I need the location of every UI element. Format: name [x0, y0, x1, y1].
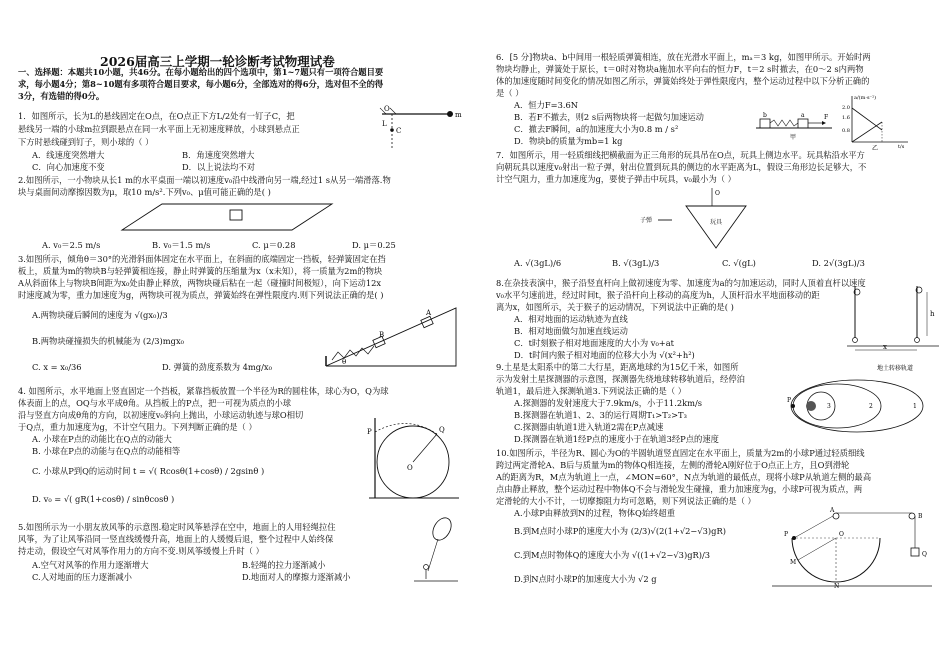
q7-option-b[interactable]: B. √(3gL)/3 — [612, 258, 660, 268]
q4-option-c[interactable]: C. 小球从P到Q的运动时间 t = √( Rcosθ(1+cosθ) / 2gsinθ ) — [32, 466, 265, 476]
q7-option-c[interactable]: C. √(gL) — [722, 258, 756, 268]
q6-stem-line: 体的加速度随时间变化的情况如图乙所示，弹簧始终处于弹性限度内，整个运动过程中以下分析正确的 — [496, 76, 870, 86]
q1-stem-line: 1．如图所示，长为L的悬线固定在O点，在O点正下方L/2处有一钉子C，把 — [18, 111, 295, 121]
q10-option-a[interactable]: A.小球P由释放到N的过程，物体Q始终超重 — [514, 508, 676, 518]
q2-table-figure — [102, 202, 342, 234]
q8-stem-line: 离为x，如图所示，关于猴子的运动情况，下列说法中正确的是( ) — [496, 302, 734, 312]
q9-fig-label: 3 — [827, 403, 831, 410]
q1-option-d[interactable]: D．以上说法均不对 — [182, 162, 256, 172]
q4-cylinder-figure — [367, 412, 462, 502]
q8-stem-line: v₀水平匀速前进，经过时间t，猴子沿杆向上移动的高度为h，人顶杆沿水平地面移动的距 — [496, 290, 820, 300]
q6-stem-line: 6．[5 分]物块a、b中间用一根轻质弹簧相连，放在光滑水平面上，mₐ＝3 kg，如图甲所示。开始时两 — [496, 52, 871, 62]
q5-stem-line: 5.如图所示为一小朋友放风筝的示意图.稳定时风筝悬浮在空中，地面上的人用轻绳拉住 — [18, 522, 336, 532]
q9-option-b[interactable]: B.探测器在轨道1、2、3的运行周期T₁>T₂>T₃ — [514, 410, 687, 420]
q6-spring-figure — [754, 108, 834, 144]
q3-fig-label: B — [379, 331, 385, 339]
q4-option-d[interactable]: D. v₀ = √( gR(1+cosθ) / sinθcosθ ) — [32, 494, 175, 504]
q3-stem-line: 3.如图所示，倾角θ＝30°的光滑斜面体固定在水平面上，在斜面的底端固定一挡板，轻弹簧固定在挡 — [18, 254, 386, 264]
q1-stem-line: 下方时悬线碰到钉子，则小球的（ ） — [18, 137, 154, 147]
q4-fig-label: O — [407, 464, 413, 472]
q9-fig-label: 2 — [869, 403, 873, 410]
q10-fig-label: P — [784, 531, 789, 538]
q9-fig-label: P — [787, 397, 792, 404]
q6-fig-label: 1.6 — [842, 115, 850, 121]
q10-semicircle-figure — [772, 508, 937, 588]
q9-stem-line: 9.土星是太阳系中的第二大行星，距离地球约为15亿千米，如图所 — [496, 362, 739, 372]
q3-stem-line: A从斜面体上与物块B间距为x₀处由静止释放，两物块碰后粘在一起（碰撞时间极短），向下运动12x — [18, 278, 382, 288]
section-heading-line: 一、选择题：本题共10小题，共46分。在每小题给出的四个选项中，第1~7题只有一项符合题目要 — [18, 67, 384, 77]
q1-option-c[interactable]: C．向心加速度不变 — [32, 162, 105, 172]
q10-option-c[interactable]: C.到M点时物体Q的速度大小为 √((1+√2−√3)gR)/3 — [514, 550, 711, 560]
q2-stem-line: 2.如图所示，一小物块从长1 m的水平桌面一端以初速度v₀沿中线滑向另一端,经过1 s从另一端滑落.物 — [18, 175, 391, 185]
q5-option-c[interactable]: C.人对地面的压力逐渐减小 — [32, 572, 132, 582]
left-column — [12, 0, 472, 651]
q4-stem-line: 于Q点，重力加速度为g，不计空气阻力。下列判断正确的是（ ） — [18, 422, 257, 432]
q4-fig-label: P — [367, 428, 372, 436]
q4-stem-line: 体表面上的点，OQ与水平成θ角。从挡板上的P点，把一可视为质点的小球 — [18, 398, 292, 408]
q3-incline-figure — [322, 300, 462, 370]
q6-fig-label: 2.0 — [842, 105, 850, 111]
q3-option-c[interactable]: C. x = x₀/36 — [32, 362, 82, 372]
q10-fig-label: Q — [922, 551, 927, 558]
q1-fig-label: m — [455, 111, 462, 119]
q6-option-a[interactable]: A．恒力F=3.6N — [514, 100, 579, 110]
q10-stem-line: 10.如图所示，半径为R、圆心为O的半圆轨道竖直固定在水平面上，质量为2m的小球P通过轻质细线 — [496, 448, 865, 458]
q5-option-d[interactable]: D.地面对人的摩擦力逐渐减小 — [242, 572, 351, 582]
q10-option-b[interactable]: B.到M点时小球P的速度大小为 (2/3)√(2(1+√2−√3)gR) — [514, 526, 726, 536]
q6-fig-label: a/(m·s⁻²) — [854, 95, 877, 101]
q9-fig-label: 1 — [913, 403, 917, 410]
q2-stem-line: 块与桌面间动摩擦因数为μ，取10 m/s².下列v₀、μ值可能正确的是( ) — [18, 187, 271, 197]
q10-stem-line: 定滑轮的大小不计，一切摩擦阻力均可忽略，则下列说法正确的是（ ） — [496, 496, 756, 506]
q3-fig-label: θ — [342, 358, 347, 366]
q9-option-d[interactable]: D.探测器在轨道1经P点的速度小于在轨道3经P点的速度 — [514, 434, 719, 444]
q1-fig-label: O — [384, 105, 390, 113]
right-column — [492, 0, 950, 651]
q7-fig-label: 子弹 — [640, 217, 653, 224]
q10-fig-label: M — [790, 559, 797, 566]
q7-option-a[interactable]: A. √(3gL)/6 — [514, 258, 562, 268]
q2-option-b[interactable]: B. v₀＝1.5 m/s — [152, 240, 211, 250]
q5-stem-line: 持走动，假设空气对风筝作用力的方向不变.则风筝缓慢上升时（ ） — [18, 546, 264, 556]
q8-option-d[interactable]: D．t时间内猴子相对地面的位移大小为 √(x²+h²) — [514, 350, 695, 360]
q6-fig-label: t/s — [898, 144, 905, 150]
q9-stem-line: 轨道1，最后进入探测轨道3.下列说法正确的是（ ） — [496, 386, 687, 396]
q6-fig-label: b — [763, 112, 767, 119]
q9-option-c[interactable]: C.探测器由轨道1进入轨道2需在P点减速 — [514, 422, 664, 432]
q3-stem-line: 时速度减为零，重力加速度为g，两物块可视为质点，弹簧始终在弹性限度内.则下列说法正确的是( ) — [18, 290, 384, 300]
q8-monkey-figure — [847, 282, 942, 352]
q6-fig-label: 甲 — [790, 134, 797, 141]
exam-title: 2026届高三上学期一轮诊断考试物理试卷 — [100, 54, 335, 69]
q6-option-c[interactable]: C．撤去F瞬间，a的加速度大小为0.8 m / s² — [514, 124, 679, 134]
q7-stem-line: 计空气阻力，重力加速度为g，要使子弹击中玩具，v₀最小为（ ） — [496, 174, 736, 184]
q8-fig-label: h — [930, 310, 935, 318]
q6-stem-line: 物块均静止，弹簧处于原长，t＝0时对物块a施加水平向右的恒力F，t＝2 s时撤去，在0～2 s内两物 — [496, 64, 864, 74]
q4-stem-line: 沿与竖直方向成θ角的方向，以初速度v₀斜向上抛出，小球运动轨迹与球O相切 — [18, 410, 304, 420]
q6-fig-label: a — [801, 112, 805, 119]
q10-stem-line: 跨过两定滑轮A、B后与质量为m的物体Q相连接，左侧的滑轮A刚好位于O点正上方，且O到滑轮 — [496, 460, 850, 470]
q9-orbit-figure — [787, 362, 937, 440]
q10-fig-label: O — [839, 531, 844, 538]
q8-option-b[interactable]: B．相对地面做匀加速直线运动 — [514, 326, 628, 336]
q3-option-d[interactable]: D. 弹簧的劲度系数为 4mg/x₀ — [162, 362, 272, 372]
q9-fig-label: 地土转移轨道 — [877, 365, 914, 372]
q2-option-d[interactable]: D. μ＝0.25 — [352, 240, 396, 250]
q4-option-b[interactable]: B. 小球在P点的动能与在Q点的动能相等 — [32, 446, 181, 456]
q7-option-d[interactable]: D. 2√(3gL)/3 — [812, 258, 865, 268]
q1-fig-label: C — [396, 127, 402, 135]
q3-stem-line: 板上，质量为m的物块B与轻弹簧相连接，静止时弹簧的压缩量为x（x未知），将一质量为2m的物块 — [18, 266, 383, 276]
q5-option-a[interactable]: A.空气对风筝的作用力逐渐增大 — [32, 560, 149, 570]
q7-stem-line: 7．如图所示，用一轻质细线把横截面为正三角形的玩具吊在O点，玩具上侧边水平。玩具粘沿水平方 — [496, 150, 865, 160]
q10-stem-line: 点由静止释放，整个运动过程中物体Q不会与滑轮发生碰撞，重力加速度为g，小球P可视为质点，两 — [496, 484, 863, 494]
q3-option-b[interactable]: B.两物块碰撞损失的机械能为 (2/3)mgx₀ — [32, 336, 184, 346]
q2-option-a[interactable]: A. v₀＝2.5 m/s — [42, 240, 101, 250]
q5-option-b[interactable]: B.轻绳的拉力逐渐减小 — [242, 560, 326, 570]
q3-option-a[interactable]: A.两物块碰后瞬间的速度为 √(gx₀)/3 — [32, 310, 168, 320]
q2-option-c[interactable]: C. μ＝0.28 — [252, 240, 296, 250]
q6-fig-label: 0.8 — [842, 128, 850, 134]
q1-stem-line: 悬线另一端的小球m拉到跟悬点在同一水平面上无初速度释放，小球到悬点正 — [18, 124, 300, 134]
q8-option-a[interactable]: A．相对地面的运动轨迹为直线 — [514, 314, 628, 324]
q6-graph-figure — [842, 92, 912, 150]
q1-fig-label: L — [382, 120, 387, 128]
q6-fig-label: F — [824, 114, 829, 121]
q8-stem-line: 8.在杂技表演中，猴子沿竖直杆向上做初速度为零、加速度为a的匀加速运动，同时人顶着直杆以速度 — [496, 278, 866, 288]
section-heading-line: 3分，有选错的得0分。 — [18, 91, 105, 101]
q6-stem-line: 是（ ） — [496, 88, 524, 98]
q9-stem-line: 示为发射土星探测器的示意图，探测器先绕地球转移轨道后，经停泊 — [496, 374, 745, 384]
q10-stem-line: A的距离为R，M点为轨道上一点，∠MON=60°，N点为轨道的最低点，现将小球P从轨道左侧的最高 — [496, 472, 872, 482]
q10-option-d[interactable]: D.到N点时小球P的加速度大小为 √2 g — [514, 574, 657, 584]
section-heading-line: 求，每小题4分；第8~10题有多项符合题目要求，每小题6分，全部选对的得6分，选对但不全的得 — [18, 79, 384, 89]
q7-triangle-figure — [642, 186, 762, 252]
q6-option-d[interactable]: D．物块b的质量为mb=1 kg — [514, 136, 623, 146]
q4-stem-line: 4. 如图所示，水平地面上竖直固定一个挡板，紧靠挡板放置一个半径为R的圆柱体，球心为O，Q为球 — [18, 386, 389, 396]
q7-fig-label: 玩具 — [710, 219, 723, 226]
q6-fig-label: 乙 — [872, 145, 879, 152]
q1-pendulum-figure — [372, 100, 462, 160]
q6-option-b[interactable]: B．若F不撤去，则2 s后两物块将一起做匀加速运动 — [514, 112, 704, 122]
q5-kite-figure — [412, 515, 462, 585]
q10-fig-label: N — [834, 583, 840, 590]
q8-option-c[interactable]: C．t时刻猴子相对地面速度的大小为 v₀+at — [514, 338, 675, 348]
q9-option-a[interactable]: A.探测器的发射速度大于7.9km/s，小于11.2km/s — [514, 398, 703, 408]
q7-stem-line: 向朝玩具以速度v₀射出一粒子弹，射出位置到玩具的侧边的水平距离为L，假设三角形边长足够大，不 — [496, 162, 867, 172]
q7-fig-label: O — [715, 190, 720, 197]
q10-fig-label: A — [830, 507, 835, 514]
q5-stem-line: 风筝，为了让风筝沿同一竖直线缓慢升高，地面上的人缓慢后退，整个过程中人始终保 — [18, 534, 334, 544]
q10-fig-label: B — [918, 513, 923, 520]
q3-fig-label: A — [426, 309, 432, 317]
q1-option-b[interactable]: B．角速度突然增大 — [182, 150, 255, 160]
q4-option-a[interactable]: A. 小球在P点的动能比在Q点的动能大 — [32, 434, 172, 444]
q8-fig-label: x — [883, 343, 887, 351]
q1-option-a[interactable]: A．线速度突然增大 — [32, 150, 105, 160]
q4-fig-label: Q — [439, 426, 445, 434]
